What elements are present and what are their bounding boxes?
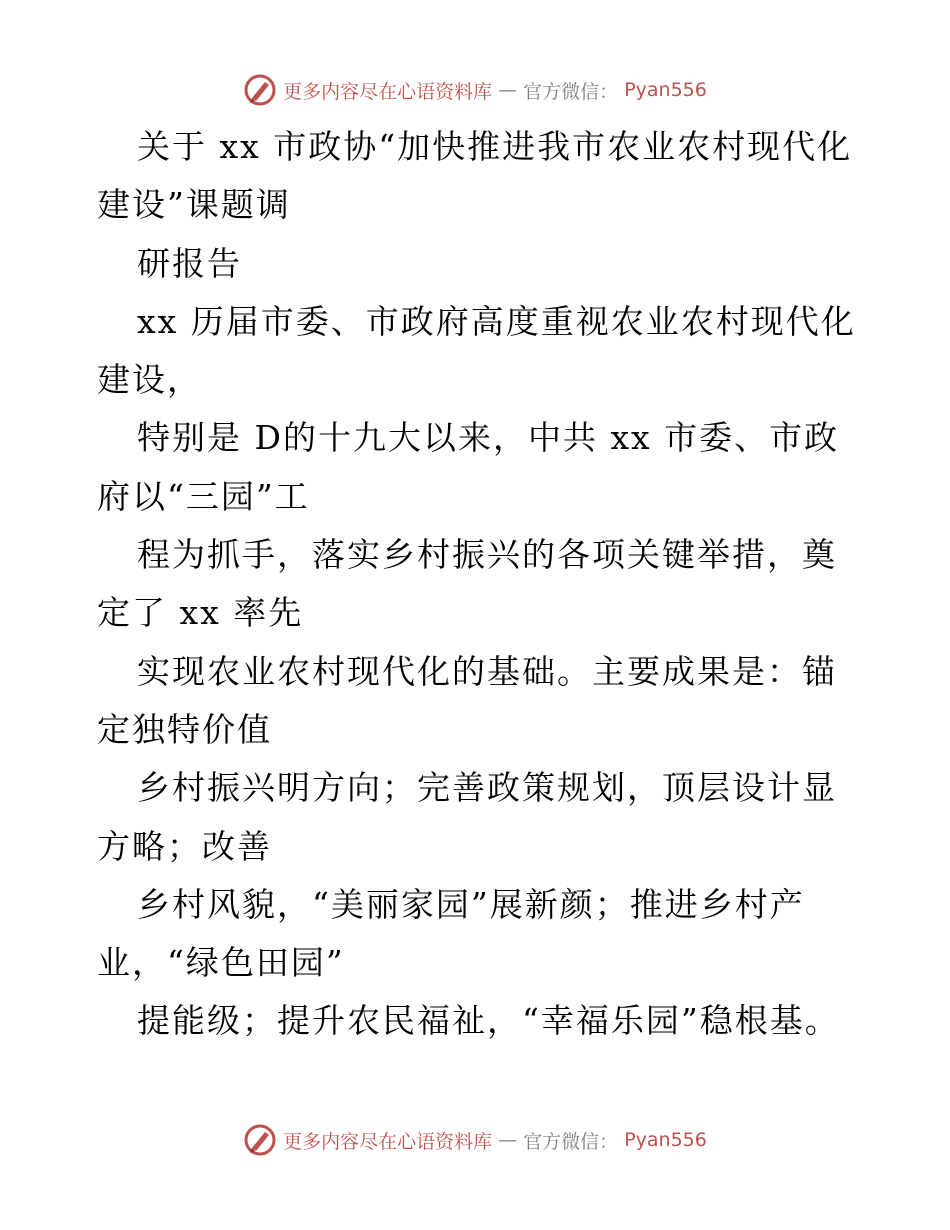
- header-watermark-banner: [0, 70, 950, 110]
- banner-account: Pyan556: [624, 79, 707, 101]
- paragraph-line: 程为抓手，落实乡村振兴的各项关键举措，奠定了 xx 率先: [97, 535, 837, 633]
- footer-watermark-banner: [0, 1120, 950, 1160]
- paragraph-line: 提能级；提升农民福祉，“幸福乐园”稳根基。: [137, 1001, 840, 1041]
- banner-wechat-label: 官方微信：: [523, 1130, 619, 1153]
- pen-logo-icon: [243, 73, 277, 107]
- paragraph-line: xx 历届市委、市政府高度重视农业农村现代化建设，: [97, 301, 856, 400]
- banner-account: Pyan556: [624, 1129, 707, 1151]
- banner-wechat-label: 官方微信：: [523, 80, 619, 103]
- paragraph-line: 特别是 D的十九大以来，中共 xx 市委、市政府以“三园”工: [97, 418, 840, 516]
- banner-dash: —: [498, 79, 518, 101]
- banner-main-text: 更多内容尽在心语资料库: [283, 1130, 493, 1153]
- paragraph-line: 研报告: [137, 243, 242, 283]
- document-body: [97, 118, 857, 1051]
- paragraph-line: 乡村风貌，“美丽家园”展新颜；推进乡村产业，“绿色田园”: [97, 884, 805, 983]
- paragraph-line: 实现农业农村现代化的基础。主要成果是：锚定独特价值: [97, 651, 837, 749]
- banner-main-text: 更多内容尽在心语资料库: [283, 80, 493, 103]
- pen-logo-icon: [243, 1123, 277, 1157]
- paragraph-line: 关于 xx 市政协“加快推进我市农业农村现代化建设”课题调: [97, 127, 853, 225]
- paragraph-line: 乡村振兴明方向；完善政策规划，顶层设计显方略；改善: [97, 768, 837, 866]
- banner-dash: —: [498, 1129, 518, 1151]
